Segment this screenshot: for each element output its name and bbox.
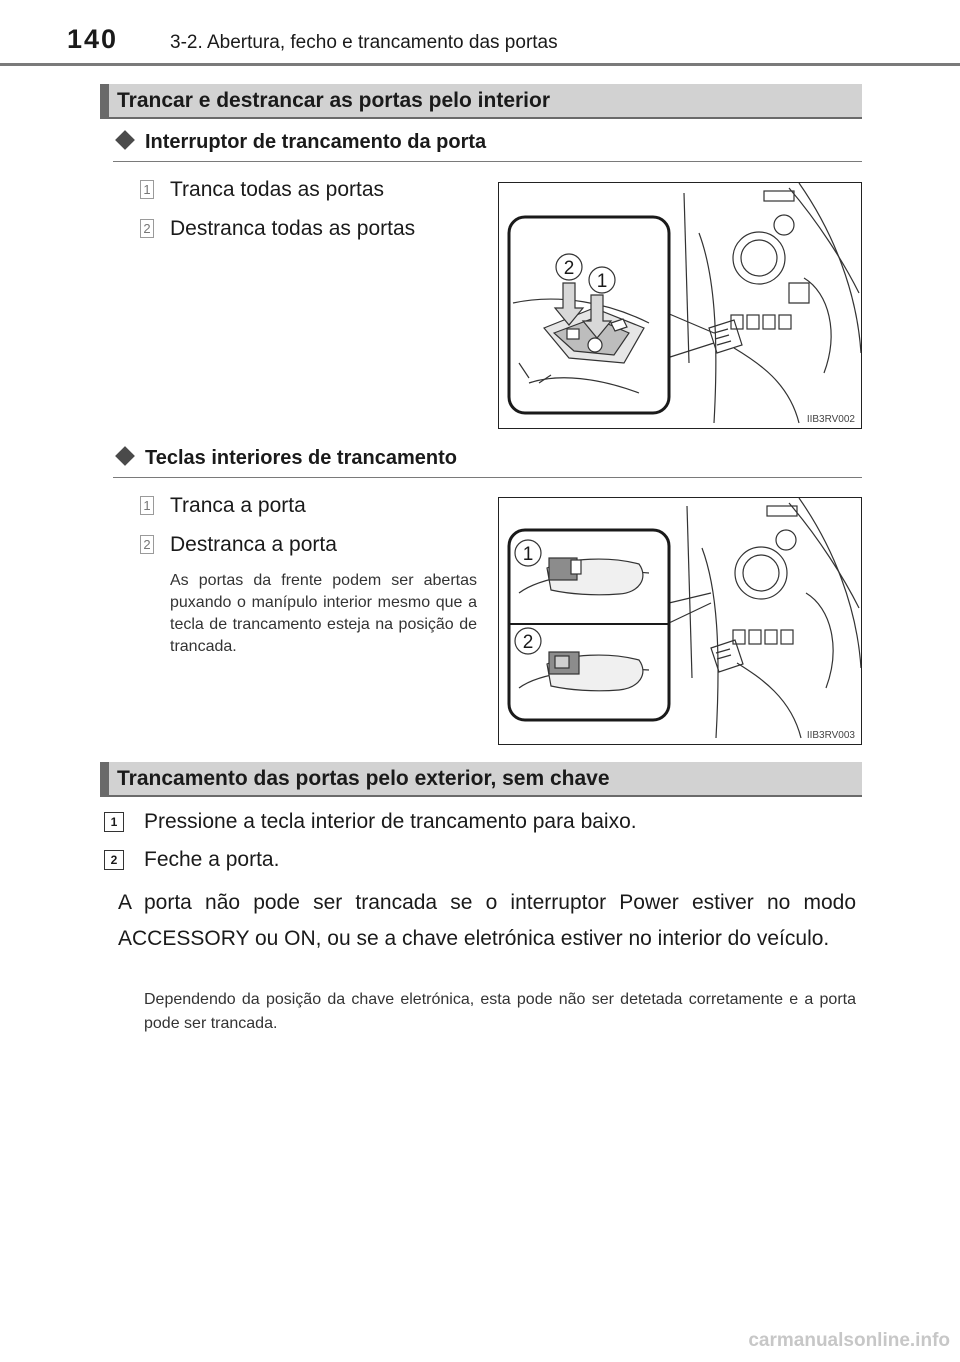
interior-lock-buttons-illustration	[499, 498, 862, 745]
subheading-text: Teclas interiores de trancamento	[145, 447, 457, 469]
header-rule	[0, 63, 960, 66]
subheading-rule	[113, 477, 862, 478]
callout-number: 1	[140, 496, 154, 515]
figure-interior-lock-buttons	[498, 497, 862, 745]
note-text: Dependendo da posição da chave eletrónica, esta pode não ser detetada corretamente e a porta pode ser trancada.	[144, 991, 856, 1032]
subheading-text: Interruptor de trancamento da porta	[145, 131, 487, 153]
list-item-text: Destranca a porta	[170, 533, 337, 556]
section-heading-interior: Trancar e destrancar as portas pelo interior	[100, 84, 862, 119]
callout-label: 2	[522, 632, 534, 653]
diamond-bullet-icon	[115, 446, 135, 466]
list-item-text: Destranca todas as portas	[170, 217, 416, 240]
callout-number: 2	[140, 535, 154, 554]
list-item-text: Tranca todas as portas	[170, 178, 384, 201]
figure-door-lock-switch	[498, 182, 862, 429]
callout-label: 1	[522, 544, 534, 565]
figure-code: IIB3RV002	[806, 414, 855, 425]
watermark: carmanualsonline.info	[748, 1330, 950, 1351]
diamond-bullet-icon	[115, 130, 135, 150]
subheading-rule	[113, 161, 862, 162]
figure-code: IIB3RV003	[806, 730, 855, 741]
list-item-text: Tranca a porta	[170, 494, 306, 517]
callout-label: 1	[596, 271, 608, 292]
step-text: Feche a porta.	[144, 848, 280, 871]
step-number: 1	[104, 812, 124, 832]
step-number: 2	[104, 850, 124, 870]
subheading-door-lock-switch	[113, 131, 486, 154]
body-paragraph: A porta não pode ser trancada se o interruptor Power estiver no modo ACCESSORY ou ON, ou se a chave eletrónica estiver no interior do veículo.	[118, 891, 856, 950]
note-text: As portas da frente podem ser abertas puxando o manípulo interior mesmo que a tecla de trancamento esteja na posição de trancada.	[170, 572, 477, 655]
page-number: 140	[67, 24, 119, 54]
callout-number: 2	[140, 219, 154, 238]
subheading-interior-lock-buttons	[113, 447, 457, 470]
callout-label: 2	[563, 258, 575, 279]
callout-number: 1	[140, 180, 154, 199]
step-text: Pressione a tecla interior de trancamento para baixo.	[144, 810, 637, 833]
door-lock-switch-illustration	[499, 183, 862, 429]
chapter-title: 3-2. Abertura, fecho e trancamento das portas	[170, 32, 558, 53]
section-heading-exterior: Trancamento das portas pelo exterior, sem chave	[100, 762, 862, 797]
